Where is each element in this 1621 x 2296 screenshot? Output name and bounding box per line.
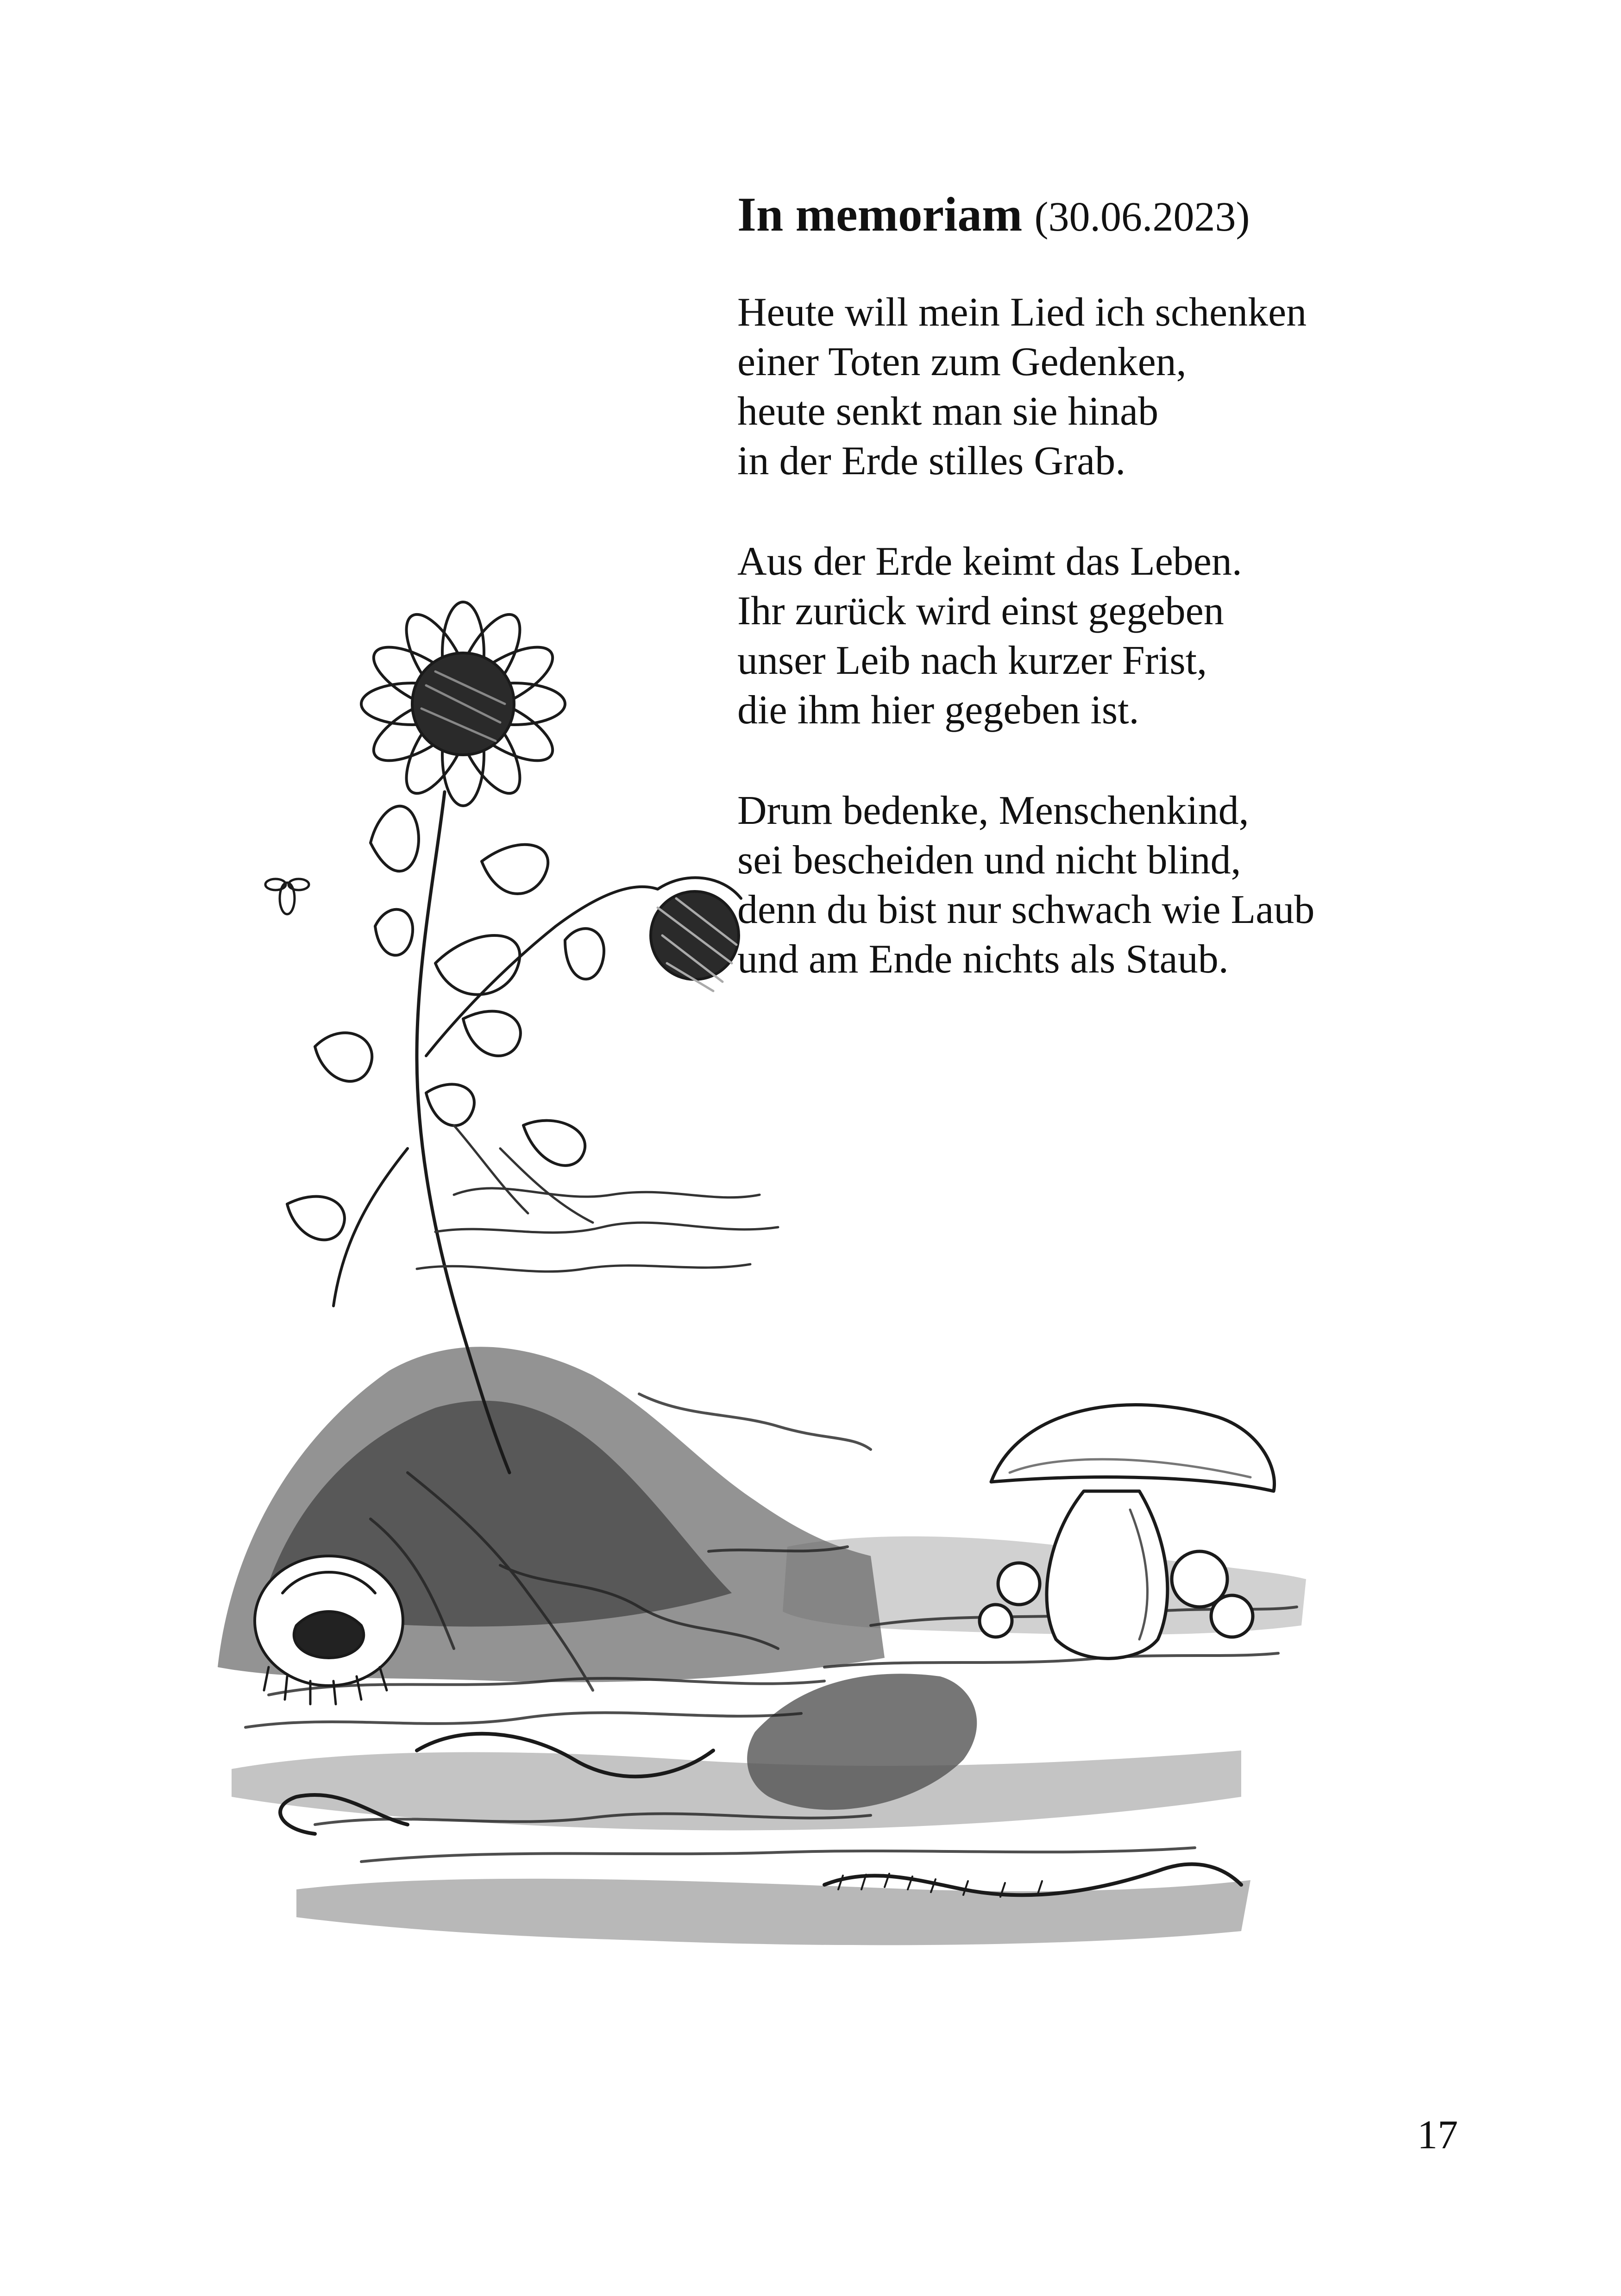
third-stem xyxy=(333,1148,408,1306)
poem-title xyxy=(737,185,1552,244)
stanza-1 xyxy=(737,288,1552,486)
verse-line: Aus der Erde keimt das Leben. xyxy=(737,539,1242,584)
verse-line: und am Ende nichts als Staub. xyxy=(737,937,1229,982)
verse-line: sei bescheiden und nicht blind, xyxy=(737,838,1241,883)
page-number: 17 xyxy=(1417,2113,1458,2158)
pencil-illustration xyxy=(176,546,1325,2001)
second-stem xyxy=(426,887,658,1056)
mushroom-stem xyxy=(1047,1491,1168,1658)
sunflower xyxy=(361,602,565,806)
wilted-flower xyxy=(651,878,741,991)
poem-date: (30.06.2023) xyxy=(1034,194,1250,240)
verse-line: die ihm hier gegeben ist. xyxy=(737,688,1139,733)
fly xyxy=(265,879,309,914)
verse-line: einer Toten zum Gedenken, xyxy=(737,339,1187,384)
poem-title-text: In memoriam xyxy=(737,187,1023,241)
verse-line: denn du bist nur schwach wie Laub xyxy=(737,887,1315,932)
verse-line: Ihr zurück wird einst gegeben xyxy=(737,589,1224,634)
verse-line: unser Leib nach kurzer Frist, xyxy=(737,638,1207,683)
verse-line: Drum bedenke, Menschenkind, xyxy=(737,788,1249,833)
verse-line: Heute will mein Lied ich schenken xyxy=(737,290,1307,335)
leaves xyxy=(287,806,604,1240)
mushroom-cap xyxy=(991,1405,1275,1491)
grass-strokes xyxy=(417,1125,778,1272)
beetle xyxy=(255,1556,403,1704)
verse-line: heute senkt man sie hinab xyxy=(737,389,1159,434)
verse-line: in der Erde stilles Grab. xyxy=(737,439,1126,483)
